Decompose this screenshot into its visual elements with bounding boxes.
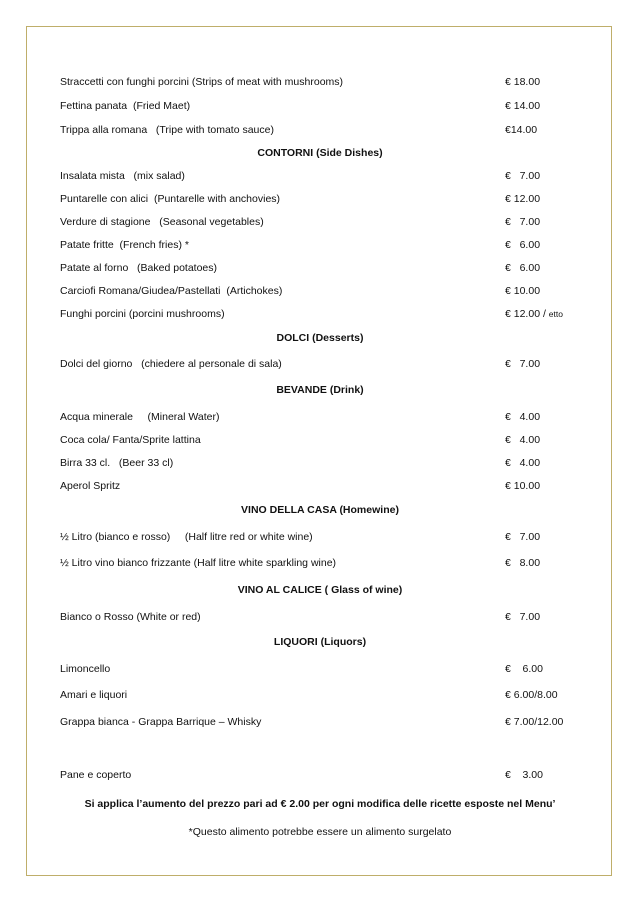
item-name: Amari e liquori [60, 689, 128, 701]
menu-item [60, 715, 600, 729]
menu-item [60, 357, 600, 371]
menu-item [60, 238, 600, 252]
menu-item [60, 284, 600, 298]
item-price: € 6.00 [505, 262, 541, 274]
item-price: € 6.00/8.00 [505, 689, 558, 701]
menu-item-coperto [60, 768, 600, 782]
item-price: € 18.00 [505, 76, 541, 88]
item-price: € 10.00 [505, 480, 541, 492]
item-price: € 10.00 [505, 285, 541, 297]
item-name: Patate al forno (Baked potatoes) [60, 262, 218, 274]
menu-item [60, 556, 600, 570]
item-price: € 4.00 [505, 457, 541, 469]
item-price: € 6.00 [505, 663, 543, 675]
menu-item [60, 75, 600, 89]
surcharge-note: Si applica l’aumento del prezzo pari ad € 2.00 per ogni modifica delle ricette esposte nel Menu’ [84, 798, 556, 810]
menu-item [60, 261, 600, 275]
menu-item [60, 123, 600, 137]
menu-item [60, 169, 600, 183]
item-name: Insalata mista (mix salad) [60, 170, 185, 182]
item-name: Puntarelle con alici (Puntarelle with anchovies) [60, 193, 281, 205]
section-heading-vino-casa: VINO DELLA CASA (Homewine) [241, 504, 399, 516]
menu-item [60, 479, 600, 493]
menu-item [60, 610, 600, 624]
item-name: Pane e coperto [60, 769, 132, 781]
item-name: Dolci del giorno (chiedere al personale di sala) [60, 358, 282, 370]
item-price: € 7.00 [505, 531, 541, 543]
menu-item [60, 456, 600, 470]
item-name: Patate fritte (French fries) * [60, 239, 189, 251]
item-name: Coca cola/ Fanta/Sprite lattina [60, 434, 201, 446]
item-name: Verdure di stagione (Seasonal vegetables) [60, 216, 264, 228]
frozen-food-note: *Questo alimento potrebbe essere un alimento surgelato [188, 826, 452, 838]
item-price: € 12.00 [505, 193, 541, 205]
item-price: € 6.00 [505, 239, 541, 251]
item-name: Fettina panata (Fried Maet) [60, 100, 191, 112]
menu-item [60, 192, 600, 206]
item-price: € 4.00 [505, 411, 541, 423]
item-name: Acqua minerale (Mineral Water) [60, 411, 220, 423]
item-name: Bianco o Rosso (White or red) [60, 611, 201, 623]
item-name: Trippa alla romana (Tripe with tomato sauce) [60, 124, 274, 136]
section-heading-liquori: LIQUORI (Liquors) [273, 636, 367, 648]
menu-item [60, 530, 600, 544]
menu-item [60, 410, 600, 424]
menu-item [60, 433, 600, 447]
item-price [505, 307, 563, 321]
price-unit: etto [548, 309, 563, 319]
item-price: € 14.00 [505, 100, 541, 112]
item-name: Straccetti con funghi porcini (Strips of meat with mushrooms) [60, 76, 344, 88]
menu-item [60, 662, 600, 676]
menu-item [60, 99, 600, 113]
section-heading-bevande: BEVANDE (Drink) [276, 384, 364, 396]
section-heading-vino-calice: VINO AL CALICE ( Glass of wine) [237, 584, 403, 596]
item-name: Aperol Spritz [60, 480, 121, 492]
item-name: Funghi porcini (porcini mushrooms) [60, 308, 225, 320]
menu-item [60, 307, 600, 321]
item-name: ½ Litro (bianco e rosso) (Half litre red or white wine) [60, 531, 313, 543]
item-name: Grappa bianca - Grappa Barrique – Whisky [60, 716, 262, 728]
item-price: € 3.00 [505, 769, 543, 781]
menu-item [60, 215, 600, 229]
item-name: ½ Litro vino bianco frizzante (Half litre white sparkling wine) [60, 557, 337, 569]
item-price: €14.00 [505, 124, 538, 136]
item-price: € 8.00 [505, 557, 541, 569]
item-price: € 4.00 [505, 434, 541, 446]
item-price: € 7.00 [505, 170, 541, 182]
price-value: € 12.00 / [505, 308, 549, 320]
item-price: € 7.00 [505, 358, 541, 370]
item-name: Limoncello [60, 663, 111, 675]
item-price: € 7.00/12.00 [505, 716, 564, 728]
item-price: € 7.00 [505, 611, 541, 623]
section-heading-contorni: CONTORNI (Side Dishes) [257, 147, 383, 159]
item-price: € 7.00 [505, 216, 541, 228]
item-name: Carciofi Romana/Giudea/Pastellati (Artichokes) [60, 285, 283, 297]
item-name: Birra 33 cl. (Beer 33 cl) [60, 457, 174, 469]
section-heading-dolci: DOLCI (Desserts) [276, 332, 364, 344]
menu-item [60, 688, 600, 702]
